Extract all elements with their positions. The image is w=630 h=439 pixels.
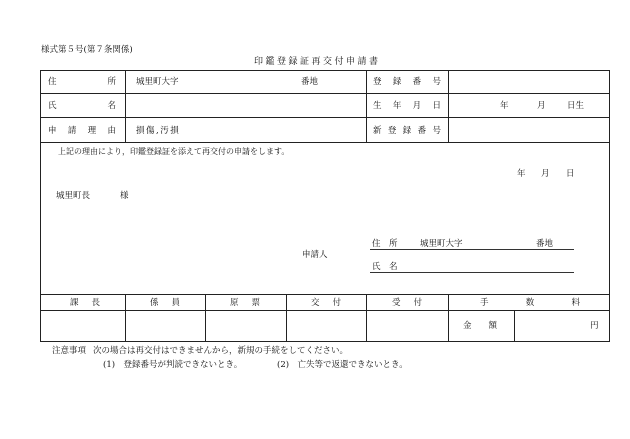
birthdate-label: 生 年 月 日	[373, 101, 441, 111]
reason-label: 申 請 理 由	[48, 126, 116, 136]
birthdate-month[interactable]: 月	[537, 101, 546, 111]
addressee: 城里町長	[56, 191, 91, 201]
applicant-address-underline	[370, 249, 574, 250]
header-staff: 係 員	[150, 298, 180, 308]
honorific: 様	[120, 191, 129, 201]
birthdate-year[interactable]: 年	[500, 101, 509, 111]
address-suffix: 番地	[301, 77, 319, 87]
stamp-cell-staff[interactable]	[127, 312, 204, 340]
applicant-name-label: 氏 名	[372, 262, 398, 272]
notes-text: 次の場合は再交付はできませんから，新規の手続をしてください。	[93, 346, 349, 356]
notes-item-1: (1) 登録番号が判読できないとき。	[103, 360, 243, 370]
page-title: 印鑑登録証再交付申請書	[254, 57, 381, 67]
application-date-month[interactable]: 月	[541, 169, 550, 179]
address-label: 住 所	[48, 77, 116, 87]
amount-value[interactable]	[518, 321, 588, 331]
name-value[interactable]	[136, 101, 356, 111]
header-issuance: 交 付	[311, 298, 341, 308]
new-registration-number-value[interactable]	[455, 126, 605, 136]
reason-value[interactable]: 損傷,汚損	[136, 126, 181, 136]
new-registration-number-label: 新 登 録 番 号	[373, 126, 441, 136]
applicant-address-value[interactable]: 城里町大字	[420, 239, 463, 249]
stamp-cell-issuance[interactable]	[288, 312, 365, 340]
applicant-address-suffix: 番地	[536, 239, 554, 249]
birthdate-day[interactable]: 日生	[567, 101, 585, 111]
applicant-label: 申請人	[302, 250, 328, 260]
name-label: 氏 名	[48, 101, 116, 111]
header-reception: 受 付	[392, 298, 422, 308]
header-fee: 手 数 料	[480, 298, 580, 308]
registration-number-value[interactable]	[455, 77, 605, 87]
statement: 上記の理由により，印鑑登録証を添えて再交付の申請をします。	[58, 147, 290, 156]
header-original-record: 原 票	[230, 298, 260, 308]
address-value[interactable]: 城里町大字	[136, 77, 179, 87]
notes-item-2: (2) 亡失等で返還できないとき。	[277, 360, 408, 370]
notes-heading: 注意事項	[52, 346, 87, 356]
amount-label: 金 額	[463, 321, 497, 331]
header-section-chief: 課 長	[70, 298, 100, 308]
applicant-name-underline	[370, 272, 574, 273]
application-date-year[interactable]: 年	[517, 169, 526, 179]
applicant-address-label: 住 所	[372, 239, 398, 249]
stamp-cell-section-chief[interactable]	[42, 312, 124, 340]
stamp-cell-reception[interactable]	[368, 312, 447, 340]
registration-number-label: 登 録 番 号	[373, 77, 441, 87]
amount-unit: 円	[590, 321, 599, 331]
stamp-cell-original-record[interactable]	[207, 312, 285, 340]
form-number: 様式第５号(第７条関係)	[41, 45, 133, 55]
application-date-day[interactable]: 日	[566, 169, 575, 179]
